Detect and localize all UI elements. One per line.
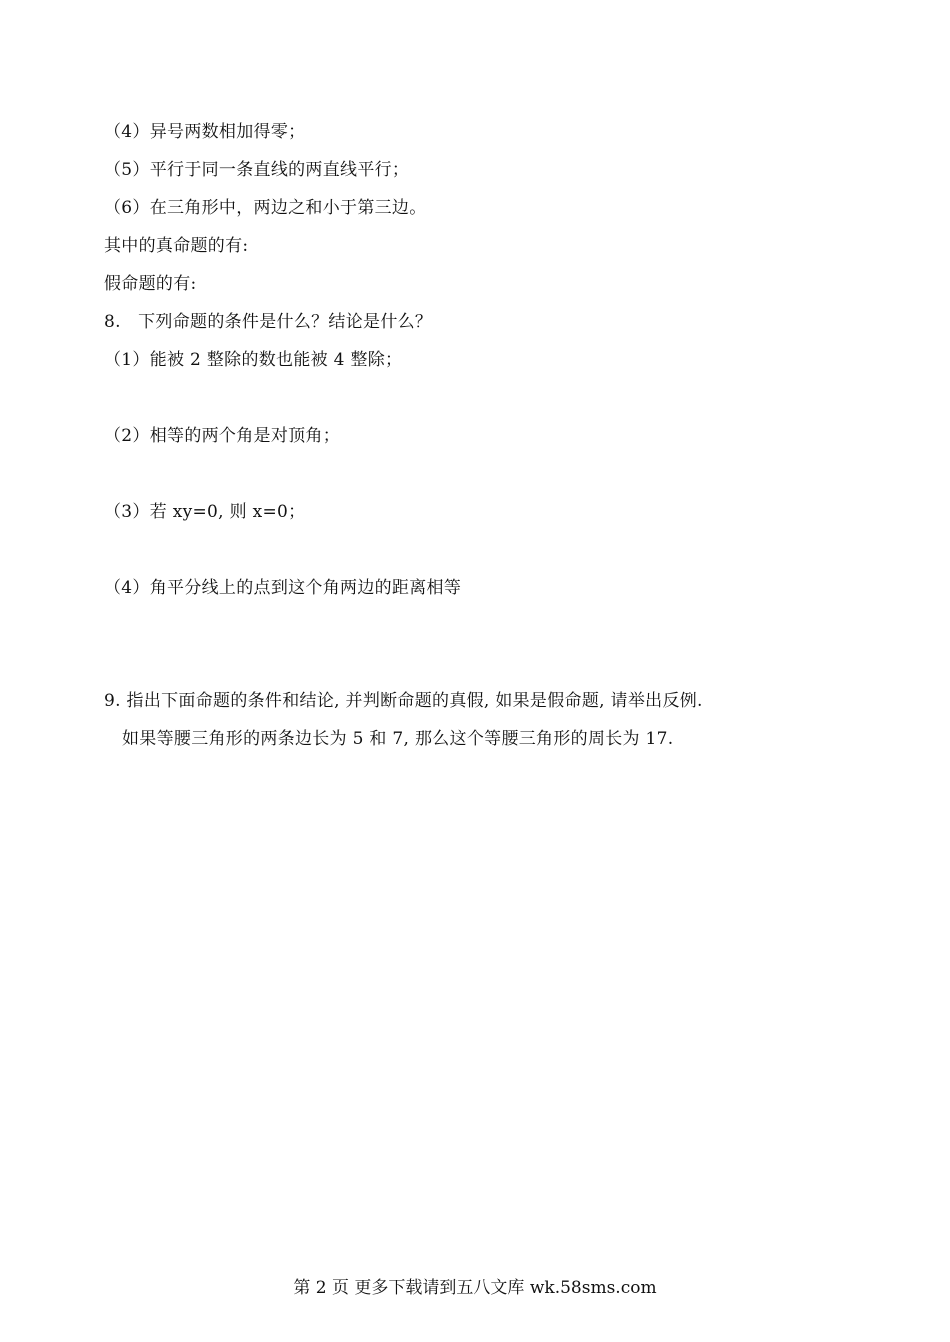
q9-statement: 如果等腰三角形的两条边长为 5 和 7, 那么这个等腰三角形的周长为 17. <box>122 729 674 749</box>
q8-heading: 8. 下列命题的条件是什么？结论是什么？ <box>104 312 433 332</box>
q7-item-6: （6）在三角形中，两边之和小于第三边。 <box>104 198 427 218</box>
q7-item-4: （4）异号两数相加得零； <box>104 122 306 142</box>
q7-false-prompt: 假命题的有: <box>104 274 197 294</box>
q8-item-2: （2）相等的两个角是对顶角； <box>104 426 341 446</box>
q7-true-prompt: 其中的真命题的有: <box>104 236 249 256</box>
q8-item-1: （1）能被 2 整除的数也能被 4 整除； <box>104 350 403 370</box>
q9-heading: 9. 指出下面命题的条件和结论, 并判断命题的真假, 如果是假命题, 请举出反例. <box>104 691 703 711</box>
q8-item-3: （3）若 xy=0, 则 x=0； <box>104 502 306 522</box>
q7-item-5: （5）平行于同一条直线的两直线平行； <box>104 160 410 180</box>
q8-item-4: （4）角平分线上的点到这个角两边的距离相等 <box>104 578 462 598</box>
page-footer: 第 2 页 更多下载请到五八文库 wk.58sms.com <box>293 1278 657 1298</box>
